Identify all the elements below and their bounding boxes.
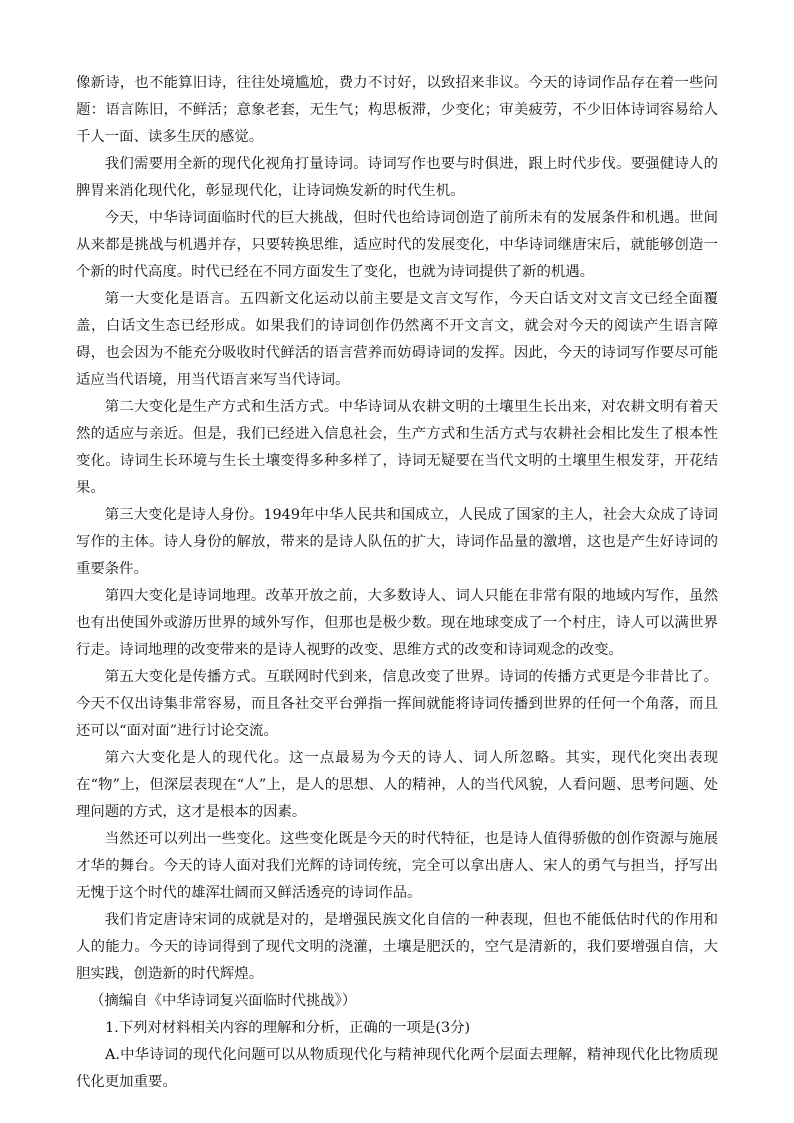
paragraph-continued: 像新诗，也不能算旧诗，往往处境尴尬，费力不讨好，以致招来非议。今天的诗词作品存在着一些问题：语言陈旧，不鲜活；意象老套，无生气；构思板滞，少变化；审美疲劳，不少旧体诗词容易给人千人一面、读多生厌的感觉。 bbox=[76, 75, 718, 145]
paragraph-more-changes: 当然还可以列出一些变化。这些变化既是今天的时代特征，也是诗人值得骄傲的创作资源与施展才华的舞台。今天的诗人面对我们光辉的诗词传统，完全可以拿出唐人、宋人的勇气与担当，抒写出无愧于这个时代的雄浑壮阔而又鲜活透亮的诗词作品。 bbox=[76, 831, 718, 901]
paragraph-modern-perspective: 我们需要用全新的现代化视角打量诗词。诗词写作也要与时俱进，跟上时代步伐。要强健诗人的脾胃来消化现代化，彰显现代化，让诗词焕发新的时代生机。 bbox=[76, 156, 718, 199]
paragraph-change-identity: 第三大变化是诗人身份。1949年中华人民共和国成立，人民成了国家的主人，社会大众成了诗词写作的主体。诗人身份的解放，带来的是诗人队伍的扩大，诗词作品量的激增，这也是产生好诗词的重要条件。 bbox=[76, 507, 718, 577]
document-page bbox=[76, 70, 718, 1096]
paragraph-change-lifestyle: 第二大变化是生产方式和生活方式。中华诗词从农耕文明的土壤里生长出来，对农耕文明有着天然的适应与亲近。但是，我们已经进入信息社会，生产方式和生活方式与农耕社会相比发生了根本性变化。诗词生长环境与生长土壤变得多种多样了，诗词无疑要在当代文明的土壤里生根发芽，开花结果。 bbox=[76, 399, 718, 496]
article-source: （摘编自《中华诗词复兴面临时代挑战》） bbox=[90, 993, 357, 1009]
paragraph-change-geography: 第四大变化是诗词地理。改革开放之前，大多数诗人、词人只能在非常有限的地域内写作，虽然也有出使国外或游历世界的域外写作，但那也是极少数。现在地球变成了一个村庄，诗人可以满世界行走。诗词地理的改变带来的是诗人视野的改变、思维方式的改变和诗词观念的改变。 bbox=[76, 588, 718, 658]
paragraph-change-people: 第六大变化是人的现代化。这一点最易为今天的诗人、词人所忽略。其实，现代化突出表现在“物”上，但深层表现在“人”上，是人的思想、人的精神，人的当代风貌，人看问题、思考问题、处理问题的方式，这才是根本的因素。 bbox=[76, 750, 718, 820]
paragraph-challenge-opportunity: 今天，中华诗词面临时代的巨大挑战，但时代也给诗词创造了前所未有的发展条件和机遇。世间从来都是挑战与机遇并存，只要转换思维，适应时代的发展变化，中华诗词继唐宋后，就能够创造一个新的时代高度。时代已经在不同方面发生了变化，也就为诗词提供了新的机遇。 bbox=[76, 210, 718, 280]
question-stem: 1.下列对材料相关内容的理解和分析，正确的一项是(3分) bbox=[105, 1020, 471, 1036]
question-option-a: A.中华诗词的现代化问题可以从物质现代化与精神现代化两个层面去理解，精神现代化比物质现代化更加重要。 bbox=[76, 1047, 718, 1090]
paragraph-change-communication: 第五大变化是传播方式。互联网时代到来，信息改变了世界。诗词的传播方式更是今非昔比了。今天不仅出诗集非常容易，而且各社交平台弹指一挥间就能将诗词传播到世界的任何一个角落，而且还可以“面对面”进行讨论交流。 bbox=[76, 669, 718, 739]
paragraph-conclusion: 我们肯定唐诗宋词的成就是对的，是增强民族文化自信的一种表现，但也不能低估时代的作用和人的能力。今天的诗词得到了现代文明的浇灌，土壤是肥沃的，空气是清新的，我们要增强自信，大胆实践，创造新的时代辉煌。 bbox=[76, 912, 718, 982]
paragraph-change-language: 第一大变化是语言。五四新文化运动以前主要是文言文写作，今天白话文对文言文已经全面覆盖，白话文生态已经形成。如果我们的诗词创作仍然离不开文言文，就会对今天的阅读产生语言障碍，也会因为不能充分吸收时代鲜活的语言营养而妨碍诗词的发挥。因此，今天的诗词写作要尽可能适应当代语境，用当代语言来写当代诗词。 bbox=[76, 291, 718, 388]
